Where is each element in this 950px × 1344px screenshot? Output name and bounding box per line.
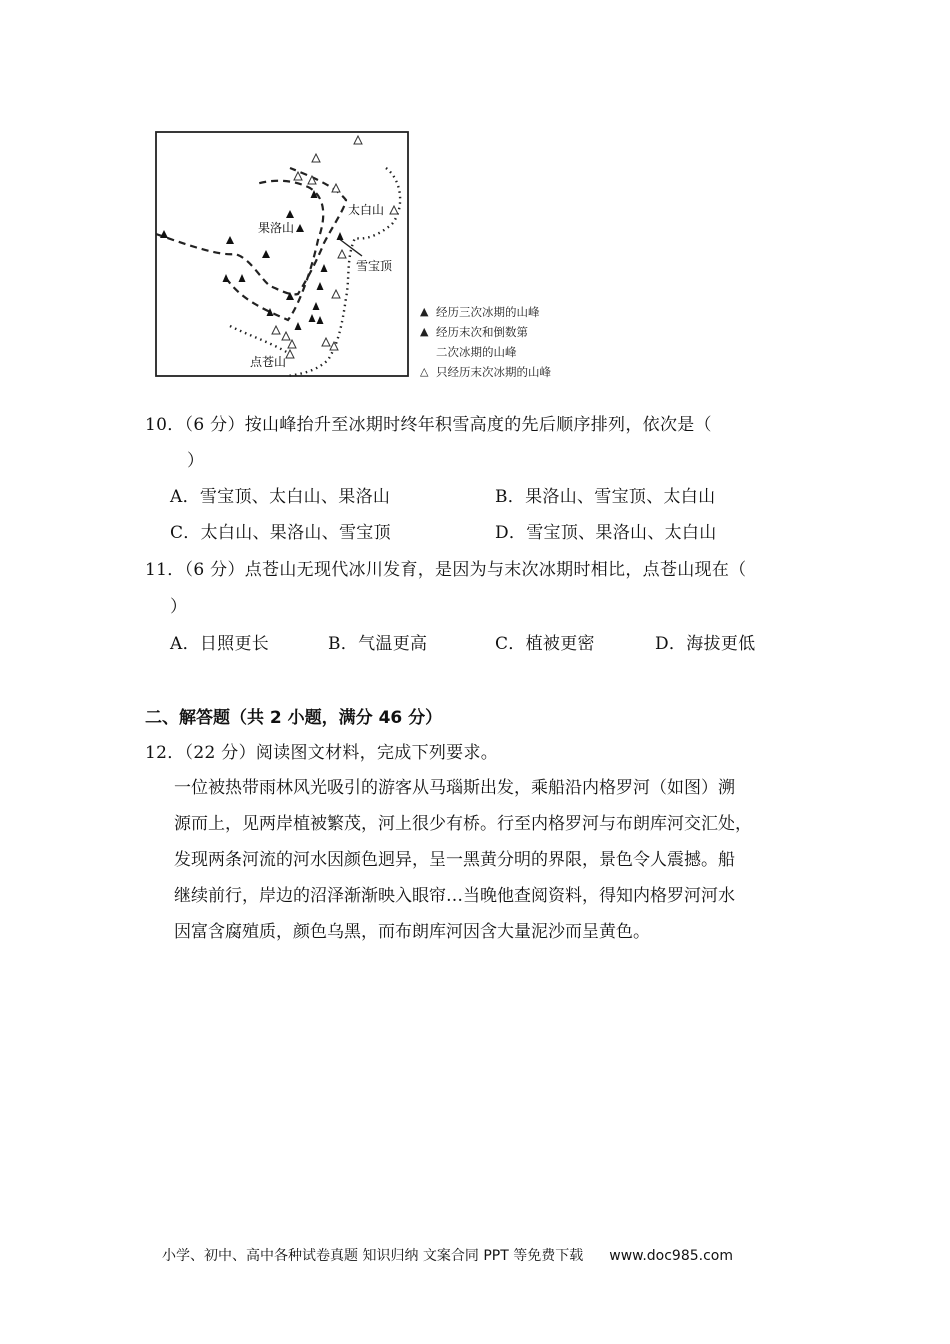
footer-text: 小学、初中、高中各种试卷真题 知识归纳 文案合同 PPT 等免费下载 [162, 1248, 584, 1264]
q11-option-c[interactable]: C．植被更密 [495, 634, 595, 654]
peak-two-icon [239, 274, 246, 282]
peak-two-icon [295, 322, 302, 330]
peak-two-icon [317, 282, 324, 290]
peak-two-icon [313, 302, 320, 310]
page-footer [162, 1245, 733, 1265]
filled-triangle-icon: ▲ [420, 305, 429, 318]
peak-one-icon [390, 206, 398, 214]
peak-one-icon [338, 250, 346, 258]
label-taibai: 太白山 [348, 203, 385, 217]
peak-one-icon [282, 332, 290, 340]
legend-item-two: ▲ 经历末次和倒数第 [420, 322, 551, 342]
peak-two-icon [309, 314, 316, 322]
legend-item-two-cont: 二次冰期的山峰 [436, 345, 517, 359]
peak-three-icon [226, 236, 234, 244]
section-heading: 二、解答题（共 2 小题，满分 46 分） [145, 708, 443, 728]
peak-one-icon [288, 340, 296, 348]
q10-option-d[interactable]: D．雪宝顶、果洛山、太白山 [495, 523, 717, 543]
q12-stem: 12．（22 分）阅读图文材料，完成下列要求。 [145, 743, 499, 763]
peak-three-icon [160, 230, 168, 238]
q11-close: ） [170, 597, 188, 617]
glacier-map [150, 128, 420, 380]
footer-url[interactable]: www.doc985.com [609, 1248, 733, 1264]
material-line: 一位被热带雨林风光吸引的游客从马瑙斯出发，乘船沿内格罗河（如图）溯 [174, 778, 735, 798]
map-legend [420, 302, 551, 382]
peak-two-icon [317, 316, 324, 324]
material-line: 继续前行，岸边的沼泽渐渐映入眼帘…当晚他查阅资料，得知内格罗河河水 [174, 886, 735, 906]
peak-one-icon [332, 290, 340, 298]
filled-peak-icon: ▲ [420, 325, 429, 338]
boundary-line-outer [156, 168, 346, 294]
q10-option-a[interactable]: A．雪宝顶、太白山、果洛山 [170, 487, 391, 507]
q11-option-d[interactable]: D．海拔更低 [655, 634, 756, 654]
peak-one-icon [286, 350, 294, 358]
peak-three-icon [296, 224, 304, 232]
q10-option-c[interactable]: C．太白山、果洛山、雪宝顶 [170, 523, 391, 543]
hollow-triangle-icon: △ [420, 365, 429, 378]
material-line: 发现两条河流的河水因颜色迥异，呈一黑黄分明的界限，景色令人震撼。船 [174, 850, 735, 870]
legend-item-one: △ 只经历末次冰期的山峰 [420, 362, 551, 382]
peaks-two-glaciations [223, 190, 344, 330]
label-guoluo: 果洛山 [258, 221, 295, 235]
peak-two-icon [321, 264, 328, 272]
q11-stem: 11．（6 分）点苍山无现代冰川发育，是因为与末次冰期时相比，点苍山现在（ [145, 560, 747, 580]
peak-two-icon [223, 274, 230, 282]
peak-three-icon [286, 210, 294, 218]
peak-two-icon [337, 232, 344, 240]
label-xuebao: 雪宝顶 [356, 259, 393, 273]
q11-option-a[interactable]: A．日照更长 [170, 634, 270, 654]
label-diancang: 点苍山 [250, 355, 287, 369]
legend-item-three: ▲ 经历三次冰期的山峰 [420, 302, 551, 322]
peak-one-icon [308, 176, 316, 184]
peak-one-icon [272, 326, 280, 334]
q10-stem: 10．（6 分）按山峰抬升至冰期时终年积雪高度的先后顺序排列，依次是（ [145, 415, 712, 435]
peak-two-icon [267, 308, 274, 316]
peak-one-icon [354, 136, 362, 144]
boundary-line-inner [226, 181, 323, 320]
peak-one-icon [312, 154, 320, 162]
q10-close: ） [187, 451, 205, 471]
material-line: 因富含腐殖质，颜色乌黑，而布朗库河因含大量泥沙而呈黄色。 [174, 922, 650, 942]
material-line: 源而上，见两岸植被繁茂，河上很少有桥。行至内格罗河与布朗库河交汇处， [174, 814, 752, 834]
q11-option-b[interactable]: B．气温更高 [328, 634, 428, 654]
q12-material [170, 770, 820, 950]
q10-option-b[interactable]: B．果洛山、雪宝顶、太白山 [495, 487, 716, 507]
dotted-line-west [230, 326, 290, 354]
peak-one-icon [322, 338, 330, 346]
peak-three-icon [262, 250, 270, 258]
